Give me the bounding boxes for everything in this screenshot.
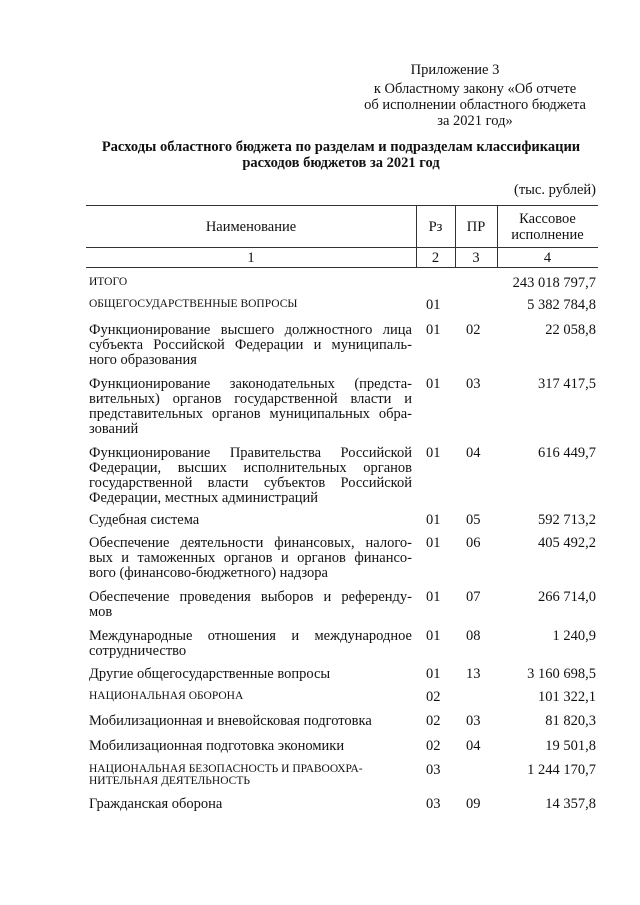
row-name-line: ИТОГО bbox=[89, 276, 128, 288]
row-name bbox=[89, 690, 412, 702]
row-name-line: Обеспечение деятельности финансовых, налого- bbox=[89, 535, 412, 551]
row-name-line: вительных) органов государственной власти и bbox=[89, 391, 412, 407]
row-amount: 22 058,8 bbox=[545, 322, 596, 338]
row-pr: 04 bbox=[466, 445, 481, 461]
row-rz: 02 bbox=[426, 713, 441, 729]
row-amount: 317 417,5 bbox=[538, 376, 596, 392]
row-amount: 3 160 698,5 bbox=[527, 666, 596, 682]
row-pr: 03 bbox=[466, 713, 481, 729]
header-name: Наименование bbox=[205, 219, 297, 235]
row-name-line: ОБЩЕГОСУДАРСТВЕННЫЕ ВОПРОСЫ bbox=[89, 298, 298, 310]
row-rz: 01 bbox=[426, 535, 441, 551]
row-name-line: вых и таможенных органов и органов финансо- bbox=[89, 550, 412, 566]
row-rz: 01 bbox=[426, 589, 441, 605]
row-rz: 01 bbox=[426, 322, 441, 338]
row-name bbox=[89, 739, 412, 754]
row-name-line: Федерации, высших исполнительных органов bbox=[89, 460, 412, 476]
row-name-line: мов bbox=[89, 604, 113, 620]
row-name-line: Мобилизационная и вневойсковая подготовка bbox=[89, 713, 372, 729]
row-name-line: Функционирование высшего должностного лица bbox=[89, 322, 412, 338]
row-name bbox=[89, 446, 412, 506]
row-rz: 01 bbox=[426, 628, 441, 644]
appendix-title: Приложение 3 bbox=[410, 62, 500, 78]
row-rz: 01 bbox=[426, 297, 441, 313]
row-amount: 592 713,2 bbox=[538, 512, 596, 528]
row-name bbox=[89, 513, 412, 528]
row-rz: 01 bbox=[426, 376, 441, 392]
row-name-line: Обеспечение проведения выборов и референду- bbox=[89, 589, 412, 605]
header-pr: ПР bbox=[466, 219, 486, 235]
row-name bbox=[89, 667, 412, 682]
row-name-line: ного образования bbox=[89, 352, 197, 368]
row-name bbox=[89, 714, 412, 729]
table-top-border bbox=[86, 205, 598, 206]
row-amount: 14 357,8 bbox=[545, 796, 596, 812]
row-name-line: Функционирование Правительства Российской bbox=[89, 445, 412, 461]
row-pr: 04 bbox=[466, 738, 481, 754]
row-pr: 07 bbox=[466, 589, 481, 605]
row-name bbox=[89, 797, 412, 812]
row-name-line: НИТЕЛЬНАЯ ДЕЯТЕЛЬНОСТЬ bbox=[89, 775, 250, 787]
row-amount: 266 714,0 bbox=[538, 589, 596, 605]
appendix-subtitle-line: к Областному закону «Об отчете bbox=[373, 81, 577, 97]
appendix-subtitle bbox=[330, 81, 620, 129]
row-amount: 616 449,7 bbox=[538, 445, 596, 461]
row-name-line: зований bbox=[89, 421, 139, 437]
row-amount: 81 820,3 bbox=[545, 713, 596, 729]
row-name bbox=[89, 536, 412, 581]
row-rz: 03 bbox=[426, 762, 441, 778]
row-name-line: Мобилизационная подготовка экономики bbox=[89, 738, 345, 754]
row-amount: 19 501,8 bbox=[545, 738, 596, 754]
row-name bbox=[89, 629, 412, 659]
units-label: (тыс. рублей) bbox=[514, 182, 596, 198]
row-name bbox=[89, 276, 412, 288]
row-name-line: Международные отношения и международное bbox=[89, 628, 412, 644]
document-title-line: расходов бюджетов за 2021 год bbox=[242, 155, 440, 171]
row-name-line: Гражданская оборона bbox=[89, 796, 223, 812]
row-amount: 405 492,2 bbox=[538, 535, 596, 551]
row-name-line: представительных органов муниципальных обра- bbox=[89, 406, 412, 422]
row-pr: 06 bbox=[466, 535, 481, 551]
column-number: 4 bbox=[543, 250, 552, 266]
appendix-subtitle-line: за 2021 год» bbox=[437, 113, 513, 129]
row-amount: 243 018 797,7 bbox=[512, 275, 596, 291]
row-name-line: Функционирование законодательных (предста- bbox=[89, 376, 412, 392]
row-pr: 03 bbox=[466, 376, 481, 392]
row-rz: 01 bbox=[426, 445, 441, 461]
row-rz: 03 bbox=[426, 796, 441, 812]
row-pr: 13 bbox=[466, 666, 481, 682]
header-execution-line: исполнение bbox=[511, 227, 584, 243]
column-number: 2 bbox=[431, 250, 440, 266]
row-name bbox=[89, 763, 412, 787]
row-rz: 01 bbox=[426, 666, 441, 682]
row-amount: 101 322,1 bbox=[538, 689, 596, 705]
row-name-line: НАЦИОНАЛЬНАЯ ОБОРОНА bbox=[89, 690, 244, 702]
column-number: 3 bbox=[472, 250, 480, 266]
header-execution-line: Кассовое bbox=[519, 211, 576, 227]
row-rz: 01 bbox=[426, 512, 441, 528]
row-rz: 02 bbox=[426, 689, 441, 705]
row-name-line: Федерации, местных администраций bbox=[89, 490, 319, 506]
table-header-divider bbox=[86, 247, 598, 248]
row-name-line: государственной власти субъектов Российской bbox=[89, 475, 412, 491]
row-name bbox=[89, 590, 412, 620]
row-name-line: вого (финансово-бюджетного) надзора bbox=[89, 565, 328, 581]
header-rz: Рз bbox=[428, 219, 443, 235]
row-rz: 02 bbox=[426, 738, 441, 754]
row-amount: 1 240,9 bbox=[552, 628, 596, 644]
table-number-divider bbox=[86, 267, 598, 268]
column-number: 1 bbox=[247, 250, 255, 266]
row-amount: 5 382 784,8 bbox=[527, 297, 596, 313]
row-name-line: Судебная система bbox=[89, 512, 200, 528]
row-amount: 1 244 170,7 bbox=[527, 762, 596, 778]
row-name bbox=[89, 298, 412, 310]
document-title bbox=[80, 139, 602, 171]
row-name bbox=[89, 323, 412, 368]
header-execution bbox=[497, 211, 598, 243]
row-name-line: сотрудничество bbox=[89, 643, 187, 659]
row-name bbox=[89, 377, 412, 437]
row-pr: 02 bbox=[466, 322, 481, 338]
document-title-line: Расходы областного бюджета по разделам и подразделам классификации bbox=[101, 139, 581, 155]
row-pr: 09 bbox=[466, 796, 481, 812]
row-pr: 08 bbox=[466, 628, 481, 644]
row-name-line: НАЦИОНАЛЬНАЯ БЕЗОПАСНОСТЬ И ПРАВООХРА- bbox=[89, 763, 363, 775]
row-name-line: субъекта Российской Федерации и муниципаль- bbox=[89, 337, 412, 353]
row-name-line: Другие общегосударственные вопросы bbox=[89, 666, 331, 682]
appendix-subtitle-line: об исполнении областного бюджета bbox=[364, 97, 586, 113]
row-pr: 05 bbox=[466, 512, 481, 528]
